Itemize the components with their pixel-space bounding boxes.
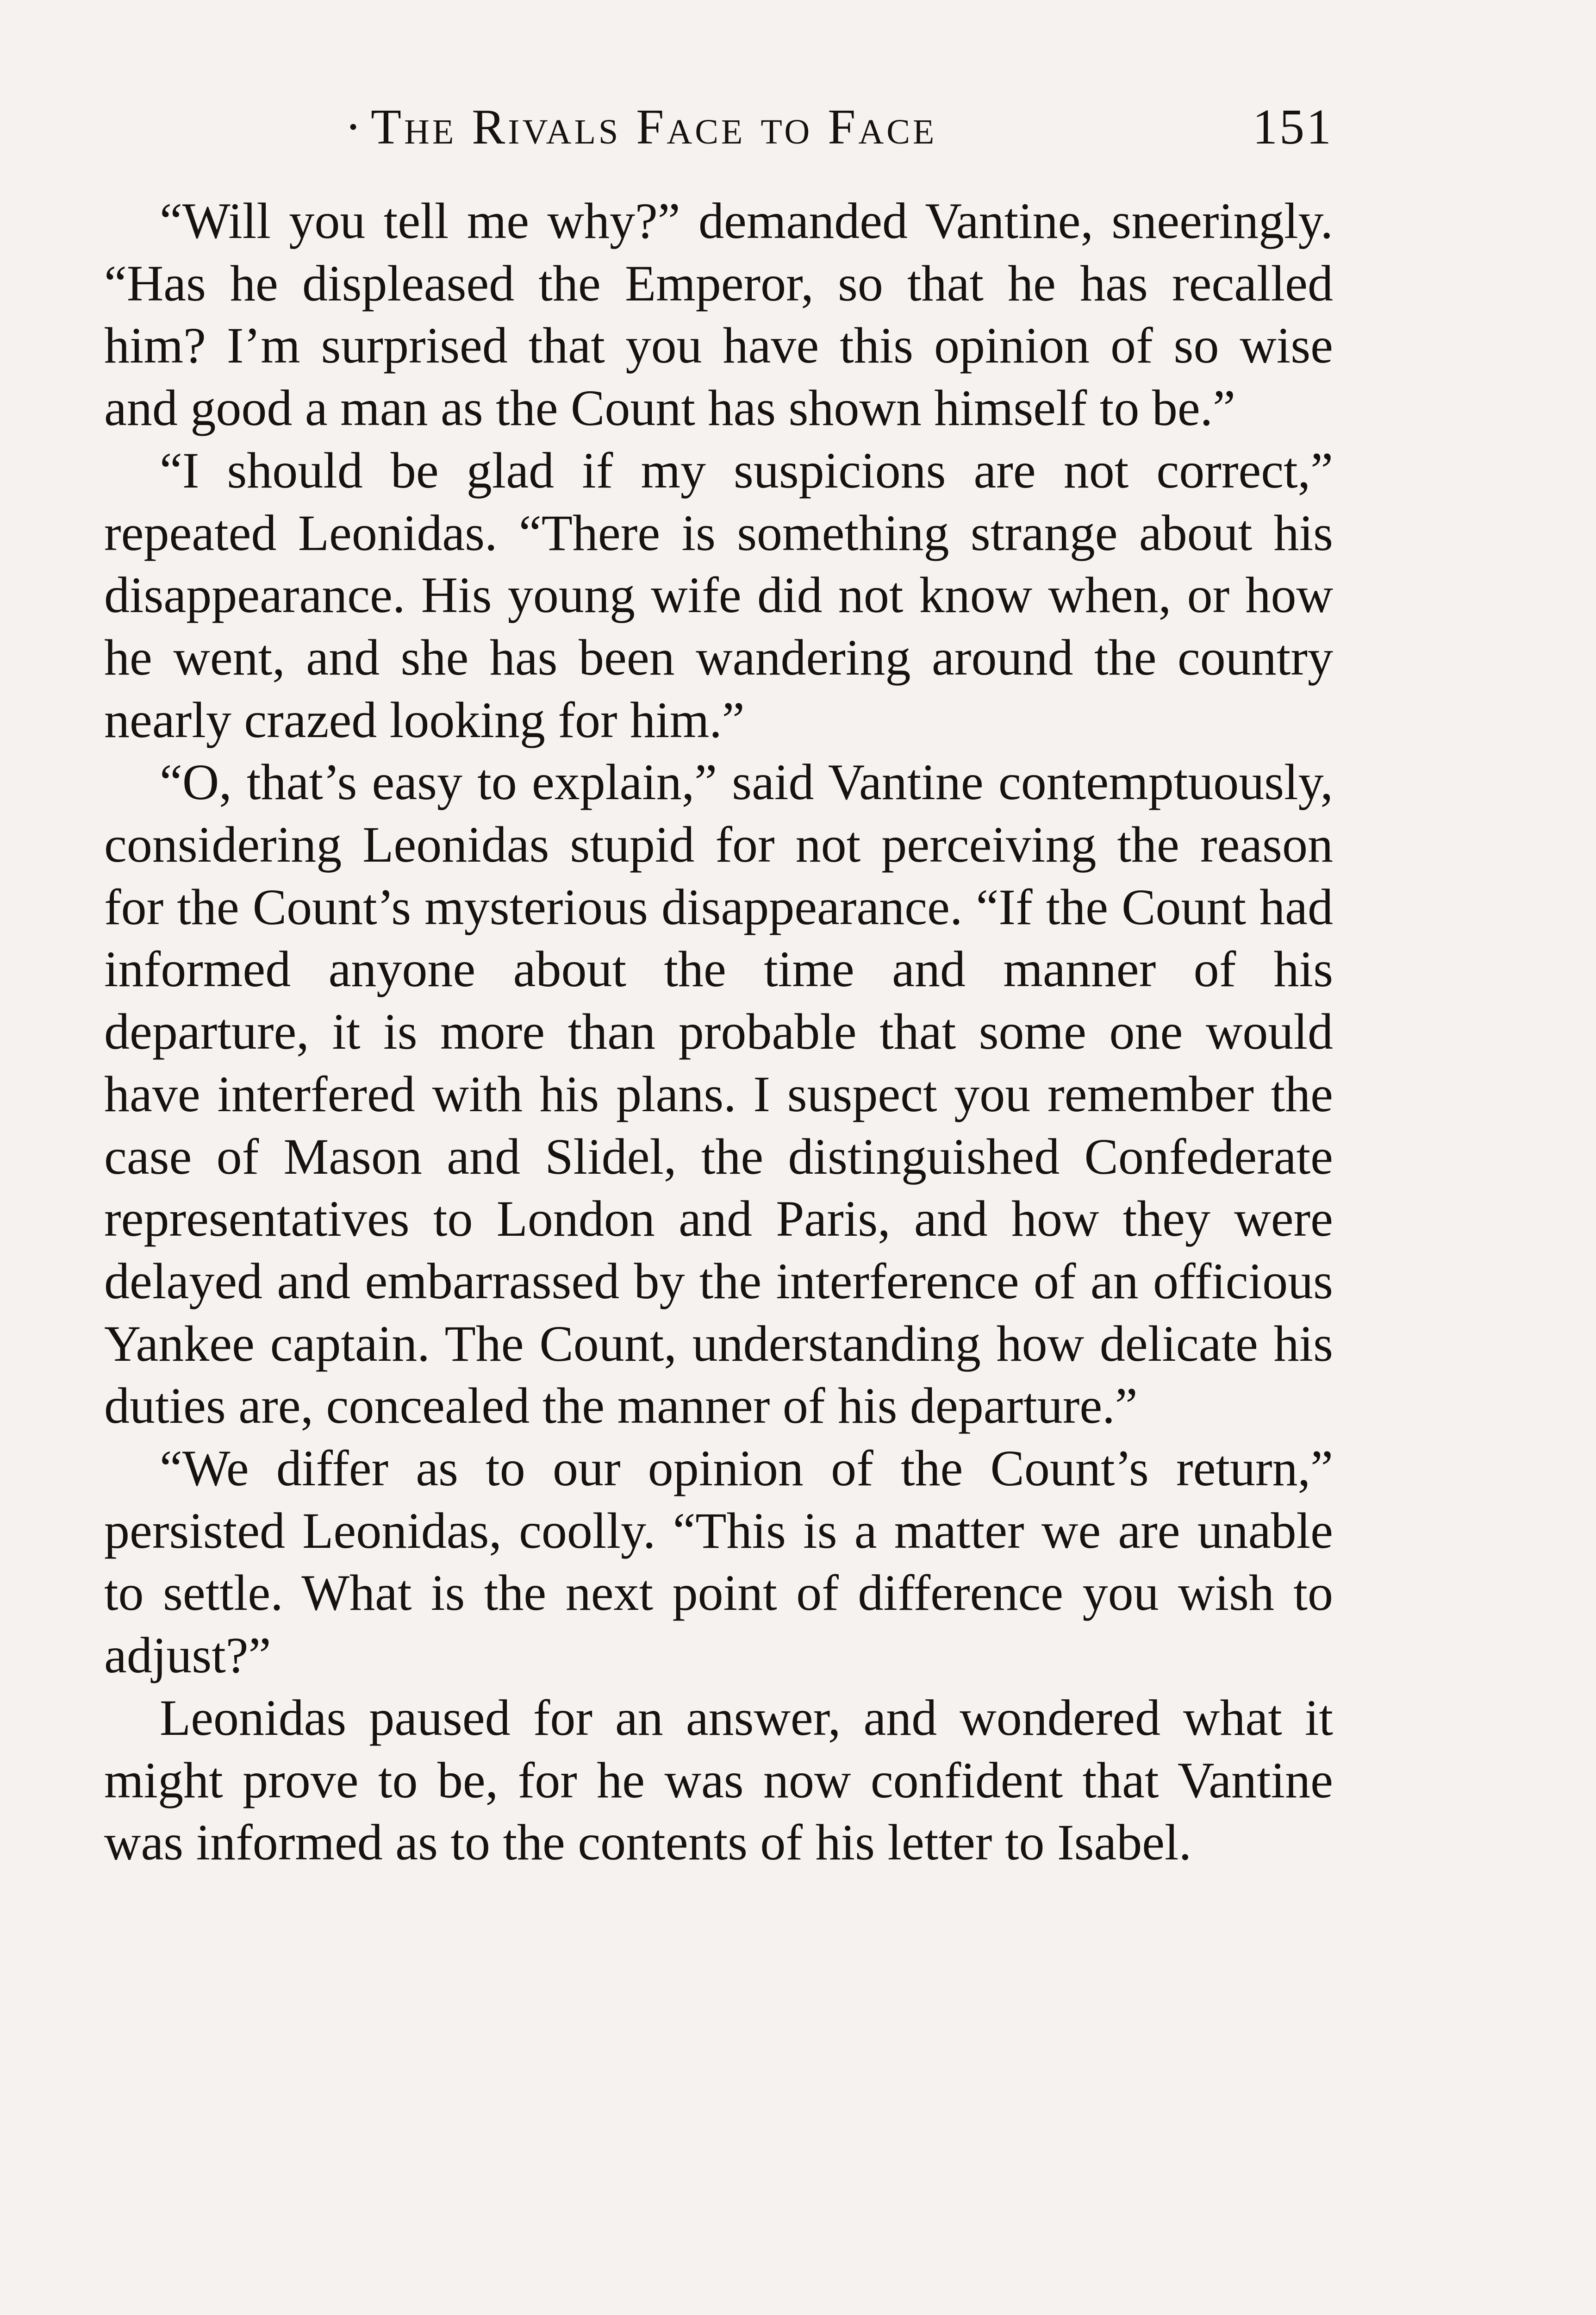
running-head-title-text: The Rivals Face to Face bbox=[370, 100, 937, 155]
running-head-marker: · bbox=[345, 100, 364, 155]
running-head bbox=[104, 95, 1333, 160]
running-head-title bbox=[345, 95, 937, 160]
page-number: 151 bbox=[1253, 100, 1333, 155]
paragraph: “I should be glad if my suspicions are not correct,” repeated Leonidas. “There is something strange about his disappearance. His young wife did not know when, or how he went, and she has been wandering around the country nearly crazed looking for him.” bbox=[104, 442, 1333, 748]
paragraph: “Will you tell me why?” demanded Vantine, sneeringly. “Has he displeased the Emperor, so that he has recalled him? I’m surprised that you have this opinion of so wise and good a man as the Count has shown himself to be.” bbox=[104, 193, 1333, 437]
body-text bbox=[104, 190, 1333, 1874]
paragraph: “O, that’s easy to explain,” said Vantine contemptuously, considering Leonidas stupid for not perceiving the reason for the Count’s mysterious disappearance. “If the Count had informed anyone about the time and manner of his departure, it is more than probable that some one would have interfered with his plans. I suspect you remember the case of Mason and Slidel, the distinguished Confederate representatives to London and Paris, and how they were delayed and embarrassed by the interference of an officious Yankee captain. The Count, understanding how delicate his duties are, concealed the manner of his departure.” bbox=[104, 754, 1333, 1434]
paragraph: Leonidas paused for an answer, and wondered what it might prove to be, for he was now confident that Vantine was informed as to the contents of his letter to Isabel. bbox=[104, 1689, 1333, 1871]
paragraph: “We differ as to our opinion of the Count’s return,” persisted Leonidas, coolly. “This is a matter we are unable to settle. What is the next point of difference you wish to adjust?” bbox=[104, 1440, 1333, 1684]
